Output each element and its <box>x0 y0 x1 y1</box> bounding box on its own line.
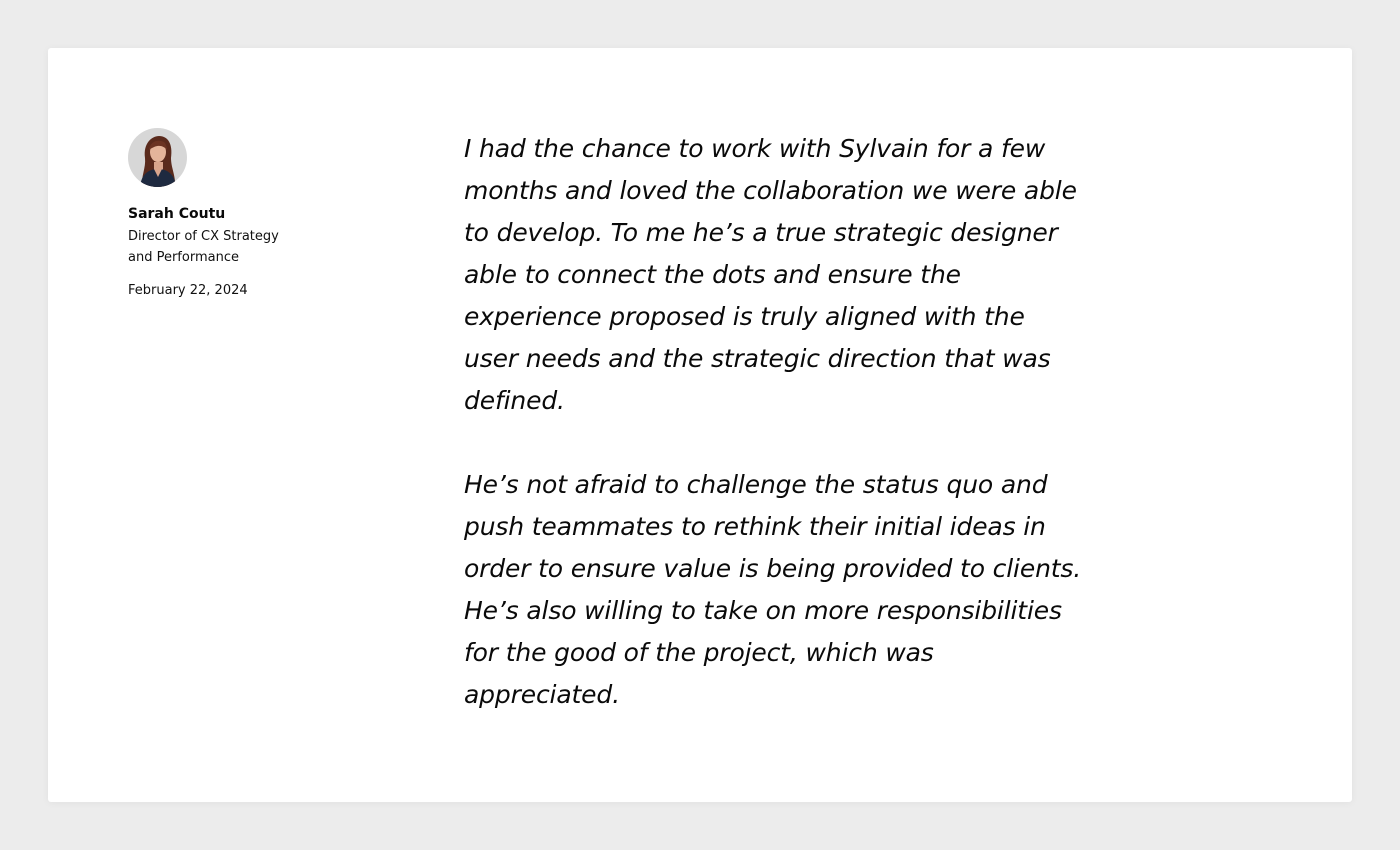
testimonial-card <box>48 48 1352 802</box>
author-role: Director of CX Strategy and Performance <box>128 229 279 265</box>
avatar <box>128 128 187 187</box>
quote-paragraph: I had the chance to work with Sylvain for a few months and loved the collaboration we were able to develop. To me he’s a true strategic designer able to connect the dots and ensure the experience proposed is truly aligned with the user needs and the strategic direction that was defined. <box>464 134 1077 415</box>
author-block <box>128 128 368 300</box>
person-portrait-icon <box>128 128 187 187</box>
quote-paragraph: He’s not afraid to challenge the status quo and push teammates to rethink their initial ideas in order to ensure value is being provided to clients. He’s also willing to take on more responsibilities for the good of the project, which was appreciated. <box>464 470 1082 709</box>
author-name: Sarah Coutu <box>128 206 226 222</box>
testimonial-quote <box>464 128 1084 716</box>
testimonial-date: February 22, 2024 <box>128 283 248 298</box>
